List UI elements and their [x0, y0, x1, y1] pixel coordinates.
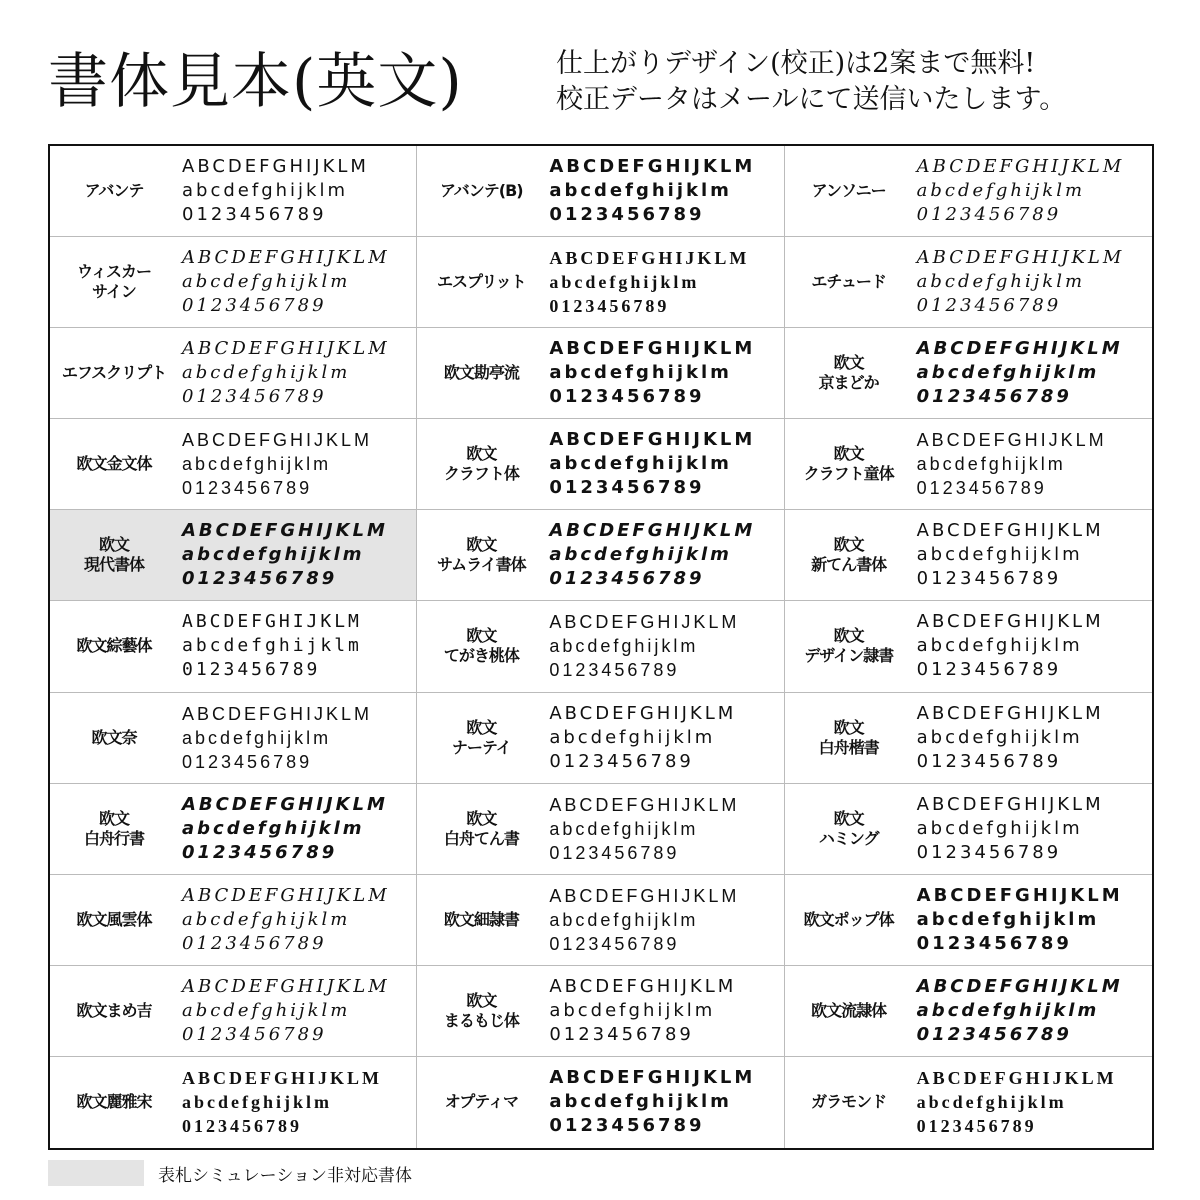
font-sample	[178, 519, 416, 591]
font-sample-cell	[417, 966, 784, 1057]
sample-digits: 0123456789	[916, 659, 1062, 681]
font-name: 欧文 ナーテイ	[451, 717, 511, 757]
sample-lower: abcdefghijklm	[182, 727, 332, 748]
sample-upper: ABCDEFGHIJKLM	[182, 520, 388, 542]
sample-digits: 0123456789	[182, 932, 327, 954]
font-sample-cell	[50, 693, 417, 784]
font-name: 欧文まめ吉	[76, 1000, 152, 1020]
font-name: 欧文ポップ体	[803, 909, 894, 929]
font-sample	[913, 519, 1152, 591]
font-sample-cell	[785, 601, 1152, 692]
sample-upper: ABCDEFGHIJKLM	[549, 975, 737, 997]
font-name: オプティマ	[444, 1092, 518, 1112]
sample-upper: ABCDEFGHIJKLM	[549, 1067, 756, 1089]
font-sample-grid	[48, 144, 1154, 1150]
sample-digits: 0123456789	[549, 568, 705, 590]
font-sample	[545, 519, 783, 591]
sample-upper: ABCDEFGHIJKLM	[182, 1068, 383, 1089]
sample-upper: ABCDEFGHIJKLM	[182, 430, 373, 451]
font-sample	[913, 610, 1152, 682]
font-name: 欧文風雲体	[76, 909, 152, 929]
font-name: 欧文 ハミング	[818, 808, 879, 848]
font-sample	[178, 793, 416, 865]
font-sample	[913, 1066, 1152, 1138]
sample-upper: ABCDEFGHIJKLM	[182, 703, 373, 724]
font-sample-cell	[417, 237, 784, 328]
font-sample	[178, 975, 416, 1047]
font-name: アバンテ(B)	[440, 181, 523, 201]
sample-lower: abcdefghijklm	[549, 999, 716, 1021]
sample-lower: abcdefghijklm	[182, 635, 362, 657]
sample-digits: 0123456789	[549, 750, 694, 772]
font-name: 欧文 まるもじ体	[443, 990, 519, 1030]
font-name: ガラモンド	[811, 1092, 887, 1112]
font-sample	[545, 610, 783, 682]
sample-lower: abcdefghijklm	[549, 180, 732, 202]
font-name: 欧文 クラフト童体	[803, 444, 894, 484]
font-sample	[913, 793, 1152, 865]
sample-lower: abcdefghijklm	[549, 909, 699, 930]
sample-digits: 0123456789	[182, 386, 327, 408]
font-sample-cell	[417, 784, 784, 875]
sample-upper: ABCDEFGHIJKLM	[549, 429, 756, 451]
sample-lower: abcdefghijklm	[916, 726, 1083, 748]
font-sample-cell	[50, 875, 417, 966]
sample-digits: 0123456789	[549, 477, 705, 499]
font-sample-cell	[50, 966, 417, 1057]
sample-digits: 0123456789	[549, 1023, 694, 1045]
legend-swatch	[48, 1160, 144, 1186]
font-sample-cell	[417, 328, 784, 419]
font-sample	[178, 337, 416, 409]
sample-lower: abcdefghijklm	[182, 544, 365, 566]
sample-lower: abcdefghijklm	[182, 908, 351, 930]
sample-upper: ABCDEFGHIJKLM	[182, 793, 388, 815]
sample-digits: 0123456789	[182, 751, 313, 772]
font-sample-cell	[785, 146, 1152, 237]
font-name: 欧文 新てん書体	[811, 535, 887, 575]
font-sample	[545, 975, 783, 1047]
sample-upper: ABCDEFGHIJKLM	[916, 156, 1125, 178]
font-sample-cell	[50, 784, 417, 875]
font-sample	[178, 702, 416, 774]
font-sample	[545, 702, 783, 774]
font-sample	[178, 1066, 416, 1138]
sample-digits: 0123456789	[182, 568, 338, 590]
sample-upper: ABCDEFGHIJKLM	[549, 248, 750, 269]
font-name: エチュード	[811, 272, 886, 292]
legend	[48, 1160, 412, 1186]
sample-lower: abcdefghijklm	[182, 1092, 333, 1113]
font-sample-cell	[785, 510, 1152, 601]
font-sample-cell	[50, 146, 417, 237]
sample-upper: ABCDEFGHIJKLM	[182, 247, 390, 269]
sample-lower: abcdefghijklm	[182, 999, 351, 1021]
font-sample-cell	[50, 510, 417, 601]
legend-label: 表札シミュレーション非対応書体	[158, 1165, 412, 1186]
font-sample	[178, 884, 416, 956]
font-sample	[913, 702, 1152, 774]
sample-digits: 0123456789	[916, 932, 1072, 954]
sample-digits: 0123456789	[182, 1116, 302, 1137]
font-sample	[913, 975, 1152, 1047]
font-name: 欧文流隷体	[811, 1000, 887, 1020]
page-title: 書体見本(英文)	[48, 47, 463, 117]
sample-lower: abcdefghijklm	[182, 180, 348, 202]
font-name: 欧文麗雅宋	[76, 1092, 152, 1112]
font-sample	[545, 428, 783, 500]
font-sample-cell	[417, 1057, 784, 1148]
font-sample-cell	[417, 693, 784, 784]
sample-upper: ABCDEFGHIJKLM	[549, 156, 756, 178]
font-sample	[545, 793, 783, 865]
sample-lower: abcdefghijklm	[182, 271, 351, 293]
font-sample-cell	[785, 419, 1152, 510]
font-name: エフスクリプト	[61, 363, 167, 383]
sample-upper: ABCDEFGHIJKLM	[549, 338, 756, 360]
font-name: 欧文金文体	[76, 454, 152, 474]
sample-upper: ABCDEFGHIJKLM	[916, 793, 1104, 815]
sample-digits: 0123456789	[549, 296, 670, 317]
subtitle-line-1: 仕上がりデザイン(校正)は2案まで無料!	[556, 48, 1036, 79]
font-name: 欧文 クラフト体	[443, 444, 519, 484]
sample-lower: abcdefghijklm	[916, 271, 1086, 293]
font-sample	[913, 428, 1152, 500]
sample-lower: abcdefghijklm	[549, 362, 732, 384]
font-name: 欧文 白舟行書	[83, 808, 144, 848]
sample-upper: ABCDEFGHIJKLM	[182, 975, 390, 997]
sample-lower: abcdefghijklm	[182, 454, 332, 475]
sample-lower: abcdefghijklm	[916, 362, 1100, 384]
sample-digits: 0123456789	[916, 1116, 1037, 1137]
sample-lower: abcdefghijklm	[916, 544, 1083, 566]
sample-digits: 0123456789	[182, 478, 313, 499]
font-sample-cell	[50, 237, 417, 328]
subtitle-line-2: 校正データはメールにて送信いたします。	[556, 84, 1067, 115]
sample-lower: abcdefghijklm	[549, 818, 699, 839]
sample-digits: 0123456789	[182, 204, 327, 226]
sample-lower: abcdefghijklm	[916, 635, 1083, 657]
sample-digits: 0123456789	[916, 386, 1072, 408]
font-sample	[913, 155, 1152, 227]
sample-lower: abcdefghijklm	[549, 636, 699, 657]
font-sample	[178, 610, 416, 682]
sample-digits: 0123456789	[549, 933, 680, 954]
sample-upper: ABCDEFGHIJKLM	[182, 156, 369, 178]
font-sample	[913, 246, 1152, 318]
font-sample-cell	[417, 875, 784, 966]
sample-digits: 0123456789	[549, 660, 680, 681]
sample-upper: ABCDEFGHIJKLM	[549, 702, 737, 724]
sample-digits: 0123456789	[182, 1023, 327, 1045]
font-name: 欧文 白舟てん書	[443, 808, 519, 848]
sample-lower: abcdefghijklm	[182, 362, 351, 384]
font-name: 欧文綜藝体	[76, 636, 152, 656]
sample-lower: abcdefghijklm	[916, 817, 1083, 839]
sample-digits: 0123456789	[916, 478, 1047, 499]
font-sample-cell	[785, 237, 1152, 328]
subtitle	[556, 46, 1176, 118]
sample-digits: 0123456789	[916, 295, 1062, 317]
font-sample-cell	[785, 693, 1152, 784]
sample-upper: ABCDEFGHIJKLM	[549, 520, 756, 542]
sample-lower: abcdefghijklm	[549, 272, 700, 293]
sample-lower: abcdefghijklm	[549, 453, 732, 475]
font-name: 欧文勘亭流	[443, 363, 519, 383]
font-name: 欧文 京まどか	[818, 353, 879, 393]
sample-lower: abcdefghijklm	[549, 1091, 732, 1113]
sample-upper: ABCDEFGHIJKLM	[916, 702, 1104, 724]
font-sample	[545, 884, 783, 956]
header	[48, 42, 1158, 122]
sample-digits: 0123456789	[916, 841, 1062, 863]
sample-digits: 0123456789	[549, 386, 705, 408]
sample-lower: abcdefghijklm	[916, 454, 1066, 475]
sample-upper: ABCDEFGHIJKLM	[549, 794, 740, 815]
sample-upper: ABCDEFGHIJKLM	[182, 884, 390, 906]
font-name: 欧文 てがき桃体	[443, 626, 519, 666]
sample-digits: 0123456789	[549, 842, 680, 863]
font-sample-cell	[50, 1057, 417, 1148]
font-name: 欧文細隷書	[443, 909, 519, 929]
sample-digits: 0123456789	[182, 295, 327, 317]
sample-upper: ABCDEFGHIJKLM	[916, 611, 1104, 633]
font-sample-cell	[785, 875, 1152, 966]
sample-upper: ABCDEFGHIJKLM	[916, 520, 1104, 542]
font-name: 欧文 サムライ書体	[436, 535, 526, 575]
sample-lower: abcdefghijklm	[916, 1092, 1067, 1113]
font-name: 欧文 現代書体	[83, 535, 144, 575]
sample-upper: ABCDEFGHIJKLM	[916, 1068, 1117, 1089]
sample-lower: abcdefghijklm	[916, 180, 1086, 202]
font-name: 欧文 白舟楷書	[818, 717, 879, 757]
sample-digits: 0123456789	[549, 1115, 705, 1137]
font-sample	[545, 337, 783, 409]
font-sample	[178, 246, 416, 318]
font-sample-cell	[417, 146, 784, 237]
font-sample-cell	[50, 601, 417, 692]
sample-lower: abcdefghijklm	[549, 726, 716, 748]
sample-upper: ABCDEFGHIJKLM	[182, 611, 362, 633]
font-name: エスプリット	[436, 272, 526, 292]
sample-upper: ABCDEFGHIJKLM	[916, 430, 1107, 451]
font-name: アバンテ	[84, 181, 144, 201]
sample-upper: ABCDEFGHIJKLM	[916, 975, 1123, 997]
font-sample-cell	[50, 419, 417, 510]
font-sample-cell	[417, 510, 784, 601]
sample-digits: 0123456789	[916, 1023, 1072, 1045]
sample-lower: abcdefghijklm	[549, 544, 732, 566]
sample-lower: abcdefghijklm	[182, 817, 365, 839]
font-sample	[178, 155, 416, 227]
sample-digits: 0123456789	[182, 659, 321, 681]
sample-upper: ABCDEFGHIJKLM	[916, 884, 1123, 906]
font-sample-cell	[785, 966, 1152, 1057]
font-sample-cell	[417, 419, 784, 510]
sample-digits: 0123456789	[916, 568, 1062, 590]
sample-upper: ABCDEFGHIJKLM	[916, 338, 1123, 360]
sample-upper: ABCDEFGHIJKLM	[182, 338, 390, 360]
sample-digits: 0123456789	[916, 204, 1062, 226]
sample-upper: ABCDEFGHIJKLM	[549, 612, 740, 633]
sample-upper: ABCDEFGHIJKLM	[549, 885, 740, 906]
sample-digits: 0123456789	[916, 750, 1062, 772]
font-sample-cell	[785, 1057, 1152, 1148]
font-sample	[913, 337, 1152, 409]
sample-digits: 0123456789	[549, 204, 705, 226]
font-name: ウィスカー サイン	[76, 262, 152, 302]
font-name: 欧文奈	[91, 727, 137, 747]
font-sample	[913, 884, 1152, 956]
font-sample-cell	[785, 328, 1152, 419]
font-name: 欧文 デザイン隷書	[804, 626, 894, 666]
font-sample-cell	[50, 328, 417, 419]
font-sample	[545, 1066, 783, 1138]
font-sample	[545, 155, 783, 227]
font-sample-cell	[417, 601, 784, 692]
sample-upper: ABCDEFGHIJKLM	[916, 247, 1125, 269]
font-sample	[545, 246, 783, 318]
font-name: アンソニー	[811, 181, 886, 201]
sample-digits: 0123456789	[182, 841, 338, 863]
font-sample-cell	[785, 784, 1152, 875]
font-sample	[178, 428, 416, 500]
sample-lower: abcdefghijklm	[916, 999, 1100, 1021]
sample-lower: abcdefghijklm	[916, 908, 1100, 930]
